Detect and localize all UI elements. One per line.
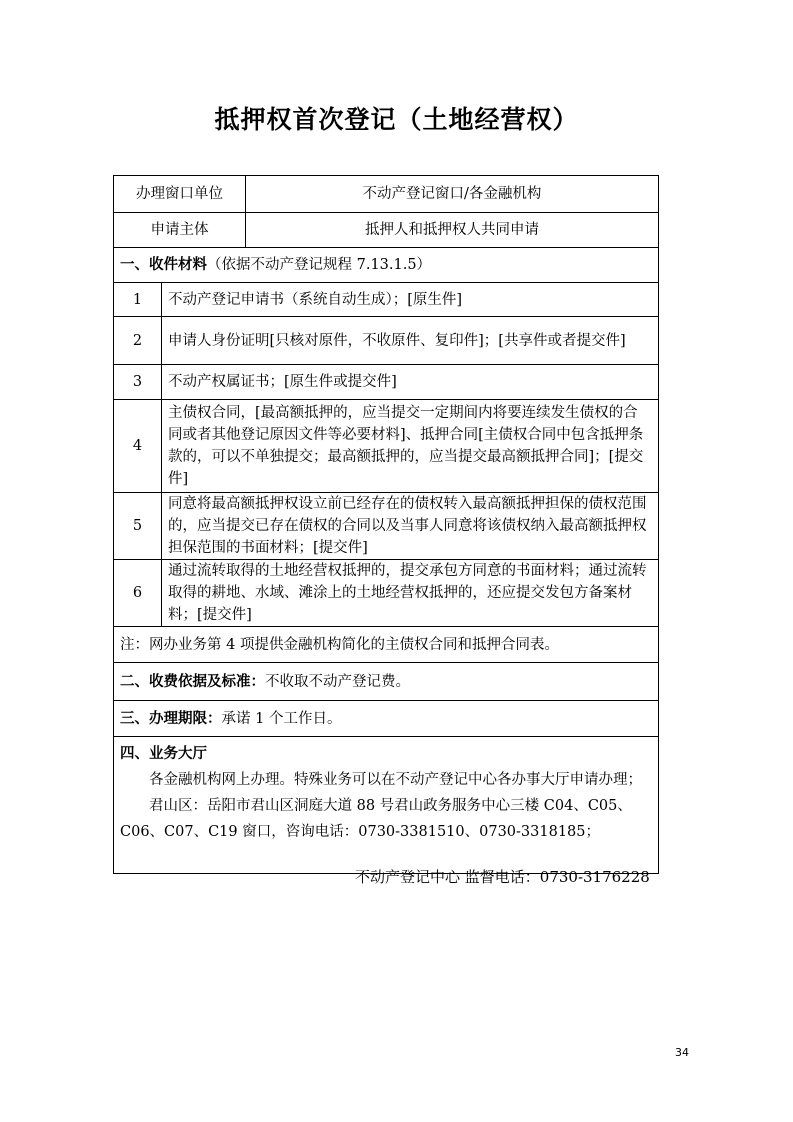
material-text: 不动产登记申请书（系统自动生成）；[原生件]: [162, 283, 659, 317]
material-row: [114, 493, 659, 560]
office-row: [114, 176, 659, 213]
page-number: 34: [675, 1046, 689, 1059]
section4-row: [114, 737, 659, 874]
section4-para2: 君山区：岳阳市君山区洞庭大道 88 号君山政务服务中心三楼 C04、C05、C06、C07、C19 窗口，咨询电话：0730-3381510、0730-3318185；: [120, 798, 632, 840]
office-value: 不动产登记窗口/各金融机构: [246, 176, 659, 213]
applicant-row: [114, 213, 659, 248]
material-num: 3: [114, 365, 162, 400]
section1-basis: （依据不动产登记规程 7.13.1.5）: [207, 257, 432, 273]
material-row: [114, 560, 659, 627]
section2-text: 不收取不动产登记费。: [265, 673, 410, 690]
material-num: 4: [114, 400, 162, 493]
section4-heading: 四、业务大厅: [120, 746, 207, 762]
registration-form-table: [113, 175, 659, 874]
section1-heading-row: [114, 248, 659, 283]
material-num: 1: [114, 283, 162, 317]
material-num: 6: [114, 560, 162, 627]
note-row: [114, 627, 659, 663]
applicant-label: 申请主体: [114, 213, 246, 248]
material-text: 通过流转取得的土地经营权抵押的，提交承包方同意的书面材料；通过流转取得的耕地、水域、滩涂上的土地经营权抵押的，还应提交发包方备案材料；[提交件]: [162, 560, 659, 627]
applicant-value: 抵押人和抵押权人共同申请: [246, 213, 659, 248]
section3-heading: 三、办理期限：: [120, 710, 222, 727]
section1-heading: 一、收件材料: [120, 257, 207, 273]
footer-contact: 不动产登记中心 监督电话：0730-3176228: [355, 868, 650, 886]
section4-para1: 各金融机构网上办理。特殊业务可以在不动产登记中心各办事大厅申请办理；: [149, 772, 642, 788]
note-text: 注：网办业务第 4 项提供金融机构简化的主债权合同和抵押合同表。: [114, 627, 659, 663]
section2-heading: 二、收费依据及标准：: [120, 673, 265, 690]
material-text: 主债权合同，[最高额抵押的，应当提交一定期间内将要连续发生债权的合同或者其他登记原因文件等必要材料]、抵押合同[主债权合同中包含抵押条款的，可以不单独提交；最高额抵押的，应当提交最高额抵押合同]；[提交件]: [162, 400, 659, 493]
material-num: 5: [114, 493, 162, 560]
section3-row: [114, 701, 659, 737]
material-text: 不动产权属证书；[原生件或提交件]: [162, 365, 659, 400]
material-row: [114, 365, 659, 400]
section2-row: [114, 663, 659, 701]
section3-text: 承诺 1 个工作日。: [221, 710, 342, 727]
material-row: [114, 317, 659, 365]
material-row: [114, 400, 659, 493]
material-row: [114, 283, 659, 317]
office-label: 办理窗口单位: [114, 176, 246, 213]
material-num: 2: [114, 317, 162, 365]
page-title: 抵押权首次登记（土地经营权）: [214, 105, 579, 134]
material-text: 同意将最高额抵押权设立前已经存在的债权转入最高额抵押担保的债权范围的，应当提交已存在债权的合同以及当事人同意将该债权纳入最高额抵押权担保范围的书面材料；[提交件]: [162, 493, 659, 560]
material-text: 申请人身份证明[只核对原件，不收原件、复印件]；[共享件或者提交件]: [162, 317, 659, 365]
